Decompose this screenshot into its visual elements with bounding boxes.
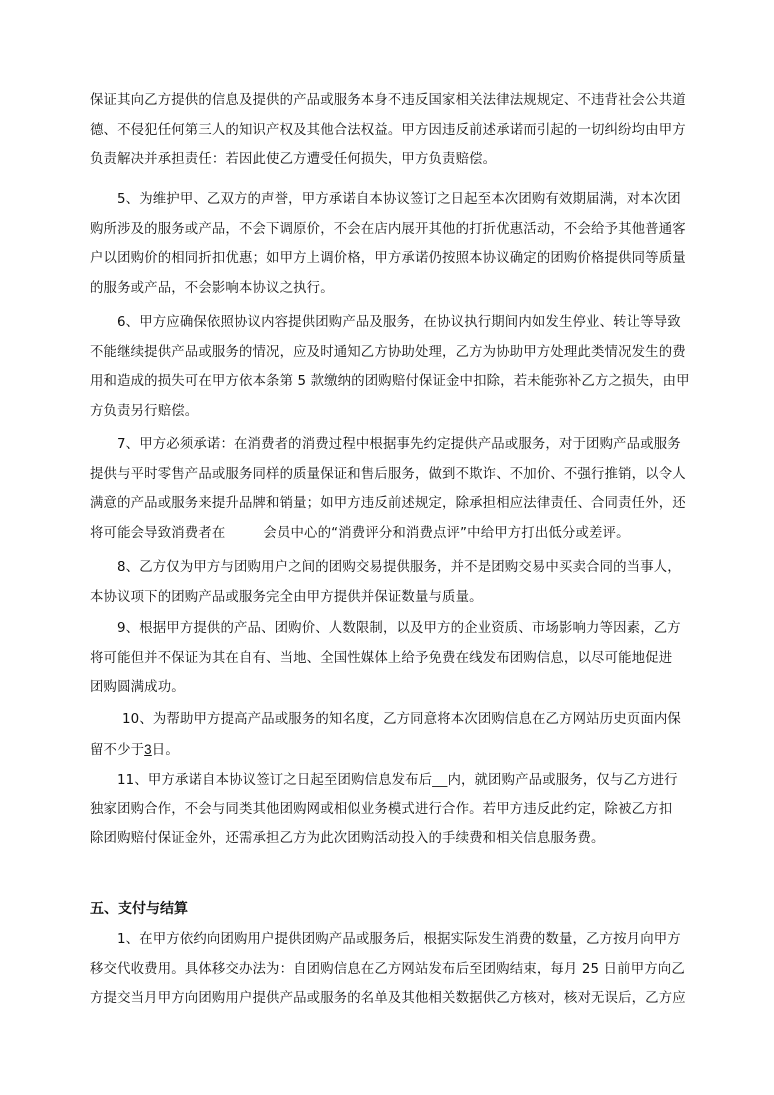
- paragraph-9: [90, 614, 690, 703]
- text-segment: 留不少于: [90, 742, 145, 758]
- text-line: 独家团购合作，不会与同类其他团购网或相似业务模式进行合作。若甲方违反此约定，除被乙方扣: [90, 801, 673, 817]
- paragraph-5: [90, 185, 690, 303]
- text-line: 9、根据甲方提供的产品、团购价、人数限制，以及甲方的企业资质、市场影响力等因素，乙方: [117, 621, 681, 636]
- text-line: 5、为维护甲、乙双方的声誉，甲方承诺自本协议签订之日起至本次团购有效期届满，对本次团: [117, 192, 681, 207]
- text-line: 满意的产品或服务来提升品牌和销量；如甲方违反前述规定，除承担相应法律责任、合同责任外，还: [90, 496, 686, 511]
- text-line: 本协议项下的团购产品或服务完全由甲方提供并保证数量与质量。: [90, 589, 483, 605]
- text-segment: 内，就团购产品或服务，仅与乙方进行: [447, 773, 678, 788]
- text-line: 团购圆满成功。: [90, 680, 185, 695]
- days-value: 3: [144, 741, 152, 757]
- text-line: 7、甲方必须承诺：在消费者的消费过程中根据事先约定提供产品或服务，对于团购产品或服务: [117, 437, 681, 452]
- text-segment: 日。: [151, 742, 179, 758]
- text-line: 用和造成的损失可在甲方依本条第 5 款缴纳的团购赔付保证金中扣除，若未能弥补乙方之损失，由甲: [90, 374, 690, 389]
- text-line: 的服务或产品，不会影响本协议之执行。: [90, 280, 334, 296]
- section-heading: 五、支付与结算: [90, 901, 188, 917]
- text-line: 德、不侵犯任何第三人的知识产权及其他合法权益。甲方因违反前述承诺而引起的一切纠纷均由甲方: [90, 122, 686, 138]
- text-line: 不能继续提供产品或服务的情况，应及时通知乙方协助处理，乙方为协助甲方处理此类情况发生的费: [90, 344, 686, 360]
- paragraph-7: [90, 430, 690, 548]
- paragraph-8: [90, 553, 690, 612]
- paragraph-10: [90, 705, 690, 764]
- text-line: 提供与平时零售产品或服务同样的质量保证和售后服务，做到不欺诈、不加价、不强行推销，以令人: [90, 466, 686, 482]
- text-line: 6、甲方应确保依照协议内容提供团购产品及服务，在协议执行期间内如发生停业、转让等导致: [117, 315, 681, 330]
- text-line: 保证其向乙方提供的信息及提供的产品或服务本身不违反国家相关法律法规规定、不违背社会公共道: [90, 93, 686, 108]
- paragraph-6: [90, 308, 690, 426]
- text-line: 1、在甲方依约向团购用户提供团购产品或服务后，根据实际发生消费的数量，乙方按月向甲方: [117, 932, 681, 947]
- duration-blank: __: [432, 772, 448, 787]
- text-line: 将可能但并不保证为其在自有、当地、全国性媒体上给予免费在线发布团购信息，以尽可能地促进: [90, 650, 673, 666]
- text-segment: 11、甲方承诺自本协议签订之日起至团购信息发布后: [117, 773, 433, 788]
- text-line: 购所涉及的服务或产品，不会下调原价，不会在店内展开其他的打折优惠活动，不会给予其他普通客: [90, 221, 686, 237]
- paragraph-4-continued: [90, 86, 690, 175]
- paragraph-11: [90, 765, 690, 854]
- text-segment: 会员中心的“消费评分和消费点评”中给甲方打出低分或差评。: [263, 525, 630, 541]
- section-5-paragraph-1: [90, 925, 690, 1014]
- text-line: 除团购赔付保证金外，还需承担乙方为此次团购活动投入的手续费和相关信息服务费。: [90, 831, 605, 846]
- text-line: 方负责另行赔偿。: [90, 403, 199, 419]
- text-line: 负责解决并承担责任：若因此使乙方遭受任何损失，甲方负责赔偿。: [90, 152, 497, 167]
- text-line: 户以团购价的相同折扣优惠；如甲方上调价格，甲方承诺仍按照本协议确定的团购价格提供同等质量: [90, 251, 686, 266]
- text-segment: 将可能会导致消费者在: [90, 525, 226, 541]
- text-line: [90, 735, 690, 765]
- text-line: 10、为帮助甲方提高产品或服务的知名度，乙方同意将本次团购信息在乙方网站历史页面内保: [122, 712, 681, 727]
- text-line: [90, 519, 690, 549]
- text-line: [90, 765, 690, 795]
- text-line: 移交代收费用。具体移交办法为：自团购信息在乙方网站发布后至团购结束，每月 25 日前甲方向乙: [90, 961, 685, 977]
- text-line: 方提交当月甲方向团购用户提供产品或服务的名单及其他相关数据供乙方核对，核对无误后，乙方应: [90, 991, 686, 1006]
- text-line: 8、乙方仅为甲方与团购用户之间的团购交易提供服务，并不是团购交易中买卖合同的当事人，: [117, 560, 681, 575]
